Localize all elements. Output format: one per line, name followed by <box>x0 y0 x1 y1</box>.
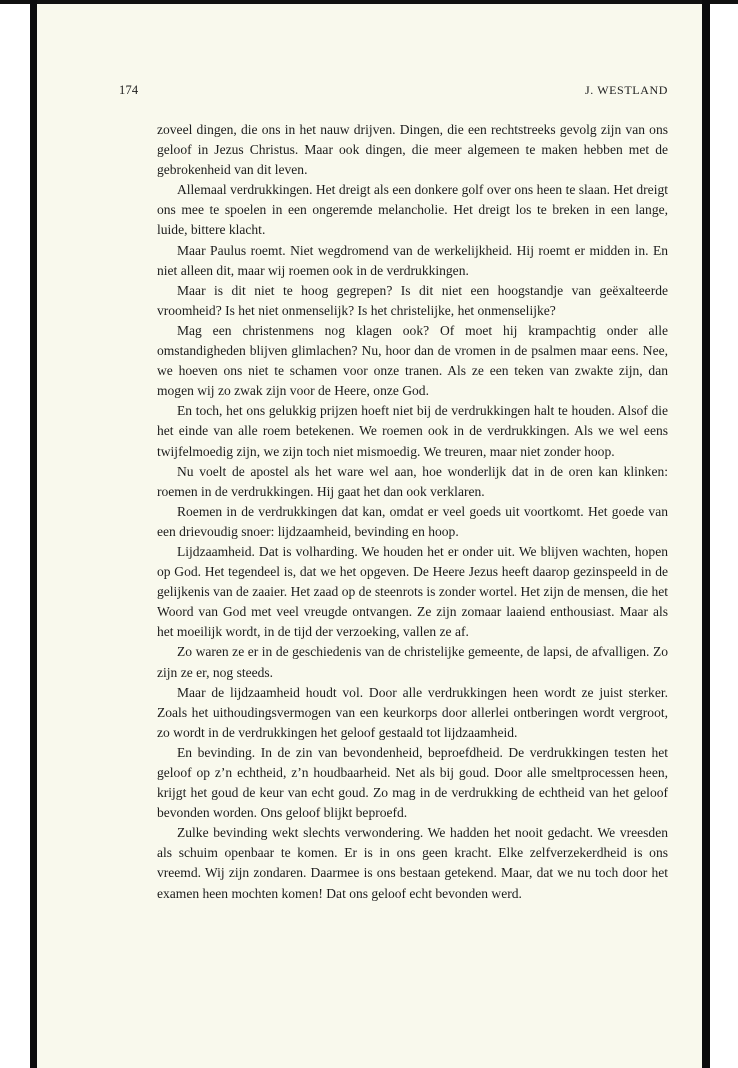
paragraph: En toch, het ons gelukkig prijzen hoeft niet bij de verdrukkingen halt te houden. Alsof die het einde van alle roem betekenen. We roemen ook in de verdrukkingen. Als we wel eens twijfelmoedig zijn, we zijn toch niet mismoedig. We treuren, maar niet zonder hoop. <box>157 403 668 459</box>
paragraph: Allemaal verdrukkingen. Het dreigt als een donkere golf over ons heen te slaan. Het dreigt ons mee te spoelen in een ongeremde melancholie. Het dreigt los te breken in een lange, luide, bittere klacht. <box>157 182 668 238</box>
paragraph: Zulke bevinding wekt slechts verwondering. We hadden het nooit gedacht. We vreesden als schuim openbaar te komen. Er is in ons geen kracht. Elke zelfverzekerdheid is ons vreemd. Wij zijn zondaren. Daarmee is ons bestaan getekend. Maar, dat we nu toch door het examen heen mochten komen! Dat ons geloof echt bevonden werd. <box>157 825 668 901</box>
paragraph: Zo waren ze er in de geschiedenis van de christelijke gemeente, de lapsi, de afvalligen. Zo zijn ze er, nog steeds. <box>157 644 668 680</box>
paragraph: Lijdzaamheid. Dat is volharding. We houden het er onder uit. We blijven wachten, hopen op God. Het tegendeel is, dat we het opgeven. De Heere Jezus heeft daarop gezinspeeld in de gelijkenis van de zaaier. Het zaad op de steenrots is zonder wortel. Het zijn de mensen, die het Woord van God met veel vreugde ontvangen. Ze zijn zomaar laaiend enthousiast. Maar als het moeilijk wordt, in de tijd der verzoeking, vallen ze af. <box>157 543 668 640</box>
paragraph: Roemen in de verdrukkingen dat kan, omdat er veel goeds uit voortkomt. Het goede van een drievoudig snoer: lijdzaamheid, bevinding en hoop. <box>157 503 668 539</box>
book-page <box>37 4 702 1068</box>
scan-border-left <box>30 0 37 1068</box>
running-head-author: J. WESTLAND <box>584 83 668 97</box>
running-header <box>119 83 668 101</box>
paragraph: Nu voelt de apostel als het ware wel aan, hoe wonderlijk dat in de oren kan klinken: roemen in de verdrukkingen. Hij gaat het dan ook verklaren. <box>157 463 668 499</box>
body-text <box>157 120 668 904</box>
scan-border-right <box>702 0 710 1068</box>
paragraph: zoveel dingen, die ons in het nauw drijven. Dingen, die een rechtstreeks gevolg zijn van ons geloof in Jezus Christus. Maar ook dingen, die meer algemeen te maken hebben met de gebrokenheid van dit leven. <box>157 122 668 178</box>
paragraph: Maar Paulus roemt. Niet wegdromend van de werkelijkheid. Hij roemt er midden in. En niet alleen dit, maar wij roemen ook in de verdrukkingen. <box>157 242 668 278</box>
paragraph: Maar is dit niet te hoog gegrepen? Is dit niet een hoogstandje van geëxalteerde vroomheid? Is het niet onmenselijk? Is het christelijke, het onmenselijke? <box>157 282 668 318</box>
page-number: 174 <box>119 83 139 97</box>
paragraph: En bevinding. In de zin van bevondenheid, beproefdheid. De verdrukkingen testen het geloof op z’n echtheid, z’n houdbaarheid. Net als bij goud. Door alle smeltprocessen heen, krijgt het goud de keur van echt goud. Zo mag in de verdrukking de echtheid van het geloof bevonden worden. Ons geloof blijkt beproefd. <box>157 744 668 821</box>
paragraph: Mag een christenmens nog klagen ook? Of moet hij krampachtig onder alle omstandigheden blijven glimlachen? Nu, hoor dan de vromen in de psalmen maar eens. Nee, we hoeven ons niet te schamen voor onze tranen. Als ze een teken van zwakte zijn, dan mogen wij zo zwak zijn voor de Heere, onze God. <box>157 322 668 399</box>
paragraph: Maar de lijdzaamheid houdt vol. Door alle verdrukkingen heen wordt ze juist sterker. Zoals het uithoudingsvermogen van een keurkorps door allerlei ontberingen wordt vergroot, zo wordt in de verdrukkingen het geloof gestaald tot lijdzaamheid. <box>157 684 668 740</box>
